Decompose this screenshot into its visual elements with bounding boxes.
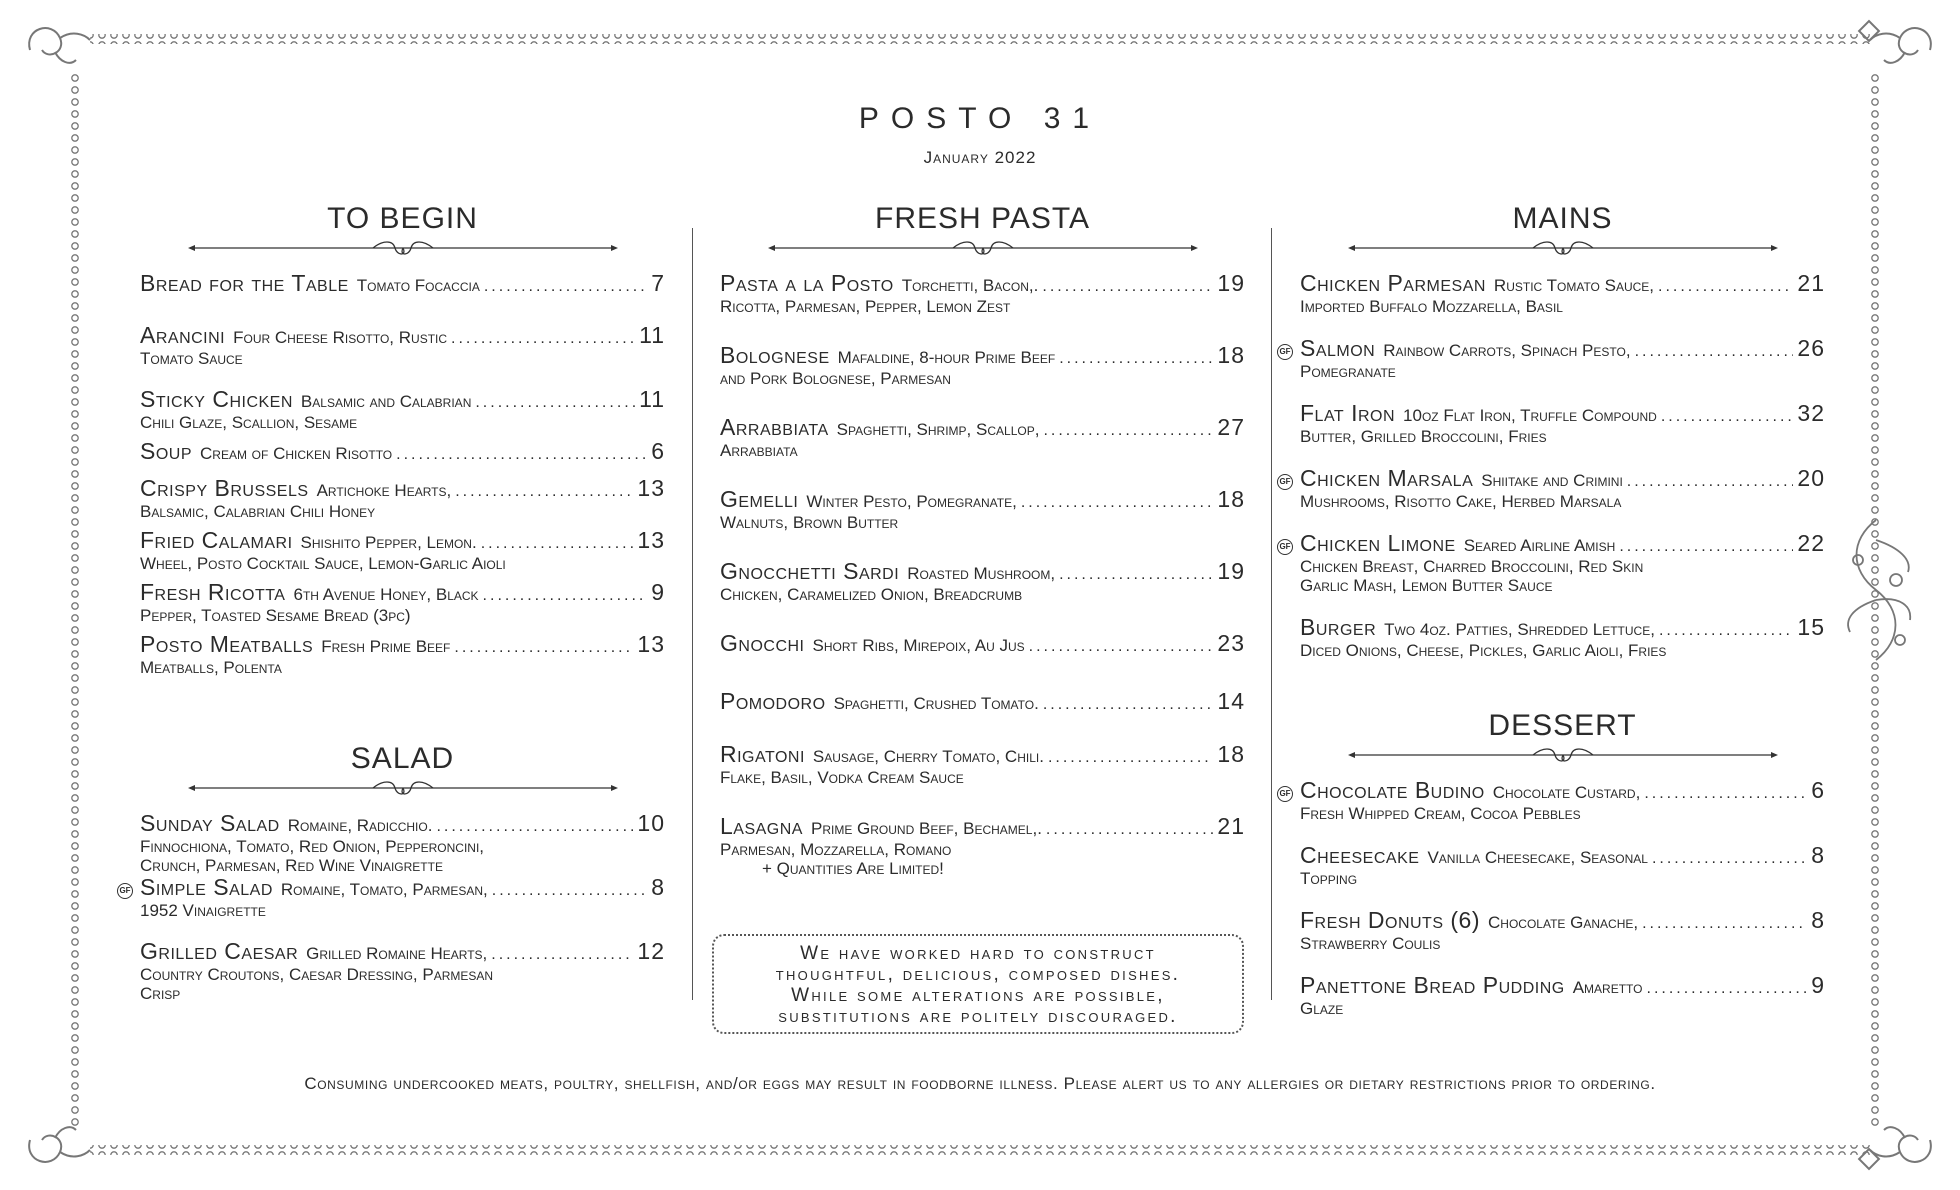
dish-name: Grilled Caesar bbox=[140, 938, 299, 964]
menu-item bbox=[140, 631, 665, 677]
note-line: We have worked hard to construct bbox=[800, 943, 1156, 964]
menu-item bbox=[1300, 270, 1825, 316]
dot-leader bbox=[484, 278, 647, 296]
dish-price: 14 bbox=[1217, 688, 1245, 714]
menu-item bbox=[720, 630, 1245, 657]
dish-description-continued: Mushrooms, Risotto Cake, Herbed Marsala bbox=[1300, 492, 1622, 511]
dish-name: Chicken Parmesan bbox=[1300, 270, 1486, 296]
menu-item-line bbox=[1300, 335, 1825, 362]
dish-name: Chocolate Budino bbox=[1300, 777, 1485, 803]
dot-leader bbox=[1627, 473, 1794, 491]
dot-leader bbox=[1046, 821, 1213, 839]
dish-price: 27 bbox=[1217, 414, 1245, 440]
dish-description-continued: + Quantities Are Limited! bbox=[762, 859, 944, 878]
dish-description: Tomato Focaccia bbox=[356, 276, 480, 295]
dish-description-continued: Wheel, Posto Cocktail Sauce, Lemon-Garlic Aioli bbox=[140, 554, 506, 573]
dish-description: Chocolate Ganache, bbox=[1488, 913, 1639, 932]
dish-description: Romaine, Radicchio. bbox=[287, 816, 433, 835]
dish-description-continued: Crisp bbox=[140, 984, 181, 1003]
dish-price: 9 bbox=[651, 579, 665, 605]
dish-name: Simple Salad bbox=[140, 874, 273, 900]
menu-item-line bbox=[1300, 614, 1825, 641]
dish-price: 13 bbox=[637, 631, 665, 657]
menu-item-line bbox=[1300, 907, 1825, 934]
dish-name: Lasagna bbox=[720, 813, 803, 839]
dish-name: Bolognese bbox=[720, 342, 830, 368]
menu-section bbox=[119, 740, 665, 1003]
menu-item-line bbox=[720, 741, 1245, 768]
dish-description-continued: and Pork Bolognese, Parmesan bbox=[720, 369, 951, 388]
corner-flourish-top-right bbox=[1859, 21, 1931, 63]
dish-description-continued: Butter, Grilled Broccolini, Fries bbox=[1300, 427, 1547, 446]
column-divider bbox=[1271, 228, 1272, 1000]
dish-price: 18 bbox=[1217, 741, 1245, 767]
dish-description-continued: Pepper, Toasted Sesame Bread (3pc) bbox=[140, 606, 411, 625]
dish-name: Bread for the Table bbox=[140, 270, 349, 296]
menu-item-line bbox=[140, 631, 665, 658]
dot-leader bbox=[1644, 785, 1807, 803]
dish-description-continued: Arrabbiata bbox=[720, 441, 798, 460]
menu-item-line bbox=[720, 558, 1245, 585]
section-title: DESSERT bbox=[1488, 709, 1637, 742]
menu-item bbox=[140, 810, 665, 875]
menu-section bbox=[140, 200, 665, 677]
dot-leader bbox=[1021, 494, 1214, 512]
dish-name: Panettone Bread Pudding bbox=[1300, 972, 1565, 998]
dish-name: Gnocchetti Sardi bbox=[720, 558, 900, 584]
section-title: SALAD bbox=[350, 742, 455, 775]
menu-item bbox=[140, 475, 665, 521]
menu-item bbox=[720, 486, 1245, 532]
menu-item-line bbox=[1300, 465, 1825, 492]
menu-item-line bbox=[140, 438, 665, 465]
column-divider bbox=[692, 228, 693, 1000]
menu-item-line bbox=[140, 810, 665, 837]
menu-item-line bbox=[1300, 530, 1825, 557]
dish-description-continued: Meatballs, Polenta bbox=[140, 658, 282, 677]
dish-price: 15 bbox=[1797, 614, 1825, 640]
menu-item-line bbox=[1300, 400, 1825, 427]
dish-description: Mafaldine, 8-hour Prime Beef bbox=[837, 348, 1056, 367]
dish-description-continued: Balsamic, Calabrian Chili Honey bbox=[140, 502, 376, 521]
menu-item bbox=[720, 741, 1245, 787]
dish-price: 26 bbox=[1797, 335, 1825, 361]
dish-description-continued: Finnochiona, Tomato, Red Onion, Pepperoncini, bbox=[140, 837, 484, 856]
dish-description-continued: Chili Glaze, Scallion, Sesame bbox=[140, 413, 358, 432]
menu-item bbox=[140, 438, 665, 465]
menu-date: January 2022 bbox=[923, 148, 1037, 167]
section-divider-ornament bbox=[768, 240, 1198, 256]
dish-description: Two 4oz. Patties, Shredded Lettuce, bbox=[1384, 620, 1655, 639]
dish-price: 8 bbox=[1811, 907, 1825, 933]
gluten-free-icon: GF bbox=[1277, 786, 1293, 802]
dot-leader bbox=[1642, 915, 1807, 933]
menu-item bbox=[1279, 777, 1825, 823]
dish-description: Spaghetti, Crushed Tomato. bbox=[833, 694, 1039, 713]
dish-description-continued: Pomegranate bbox=[1300, 362, 1396, 381]
dish-description: Cream of Chicken Risotto bbox=[200, 444, 393, 463]
menu-item-line bbox=[720, 813, 1245, 840]
menu-item-line bbox=[140, 579, 665, 606]
menu-item-line bbox=[140, 322, 665, 349]
dot-leader bbox=[455, 483, 633, 501]
gluten-free-icon: GF bbox=[1277, 474, 1293, 490]
dish-name: Fresh Ricotta bbox=[140, 579, 286, 605]
section-header bbox=[140, 740, 665, 796]
menu-item bbox=[1300, 842, 1825, 888]
dot-leader bbox=[1042, 278, 1213, 296]
menu-item bbox=[720, 813, 1245, 878]
dish-description: Artichoke Hearts, bbox=[316, 481, 452, 500]
menu-item-line bbox=[140, 270, 665, 297]
dish-description: Four Cheese Risotto, Rustic bbox=[233, 328, 448, 347]
dish-description-continued: Diced Onions, Cheese, Pickles, Garlic Aioli, Fries bbox=[1300, 641, 1667, 660]
menu-section bbox=[1279, 707, 1825, 1018]
dot-leader bbox=[1661, 408, 1794, 426]
side-flourish-right bbox=[1848, 520, 1910, 660]
dot-leader bbox=[436, 818, 633, 836]
section-title: TO BEGIN bbox=[327, 202, 478, 235]
note-line: thoughtful, delicious, composed dishes. bbox=[775, 964, 1181, 985]
section-divider-ornament bbox=[188, 240, 618, 256]
dish-name: Chicken Marsala bbox=[1300, 465, 1474, 491]
dot-leader bbox=[1659, 622, 1793, 640]
dish-description: Spaghetti, Shrimp, Scallop, bbox=[836, 420, 1040, 439]
menu-section bbox=[720, 200, 1245, 878]
dish-name: Crispy Brussels bbox=[140, 475, 309, 501]
section-header bbox=[140, 200, 665, 256]
dish-description: Roasted Mushroom, bbox=[907, 564, 1056, 583]
dot-leader bbox=[491, 946, 633, 964]
dish-name: Burger bbox=[1300, 614, 1377, 640]
dish-price: 12 bbox=[637, 938, 665, 964]
menu-item-line bbox=[720, 486, 1245, 513]
dish-price: 8 bbox=[651, 874, 665, 900]
dish-description: Grilled Romaine Hearts, bbox=[306, 944, 488, 963]
dot-leader bbox=[1619, 538, 1793, 556]
dish-description: Shiitake and Crimini bbox=[1481, 471, 1623, 490]
dish-price: 7 bbox=[651, 270, 665, 296]
dish-price: 32 bbox=[1797, 400, 1825, 426]
dish-name: Fresh Donuts (6) bbox=[1300, 907, 1481, 933]
dish-description: Shishito Pepper, Lemon. bbox=[300, 533, 477, 552]
dot-leader bbox=[1043, 422, 1213, 440]
dish-description-continued: 1952 Vinaigrette bbox=[140, 901, 266, 920]
dish-description-continued: Flake, Basil, Vodka Cream Sauce bbox=[720, 768, 964, 787]
dish-name: Rigatoni bbox=[720, 741, 805, 767]
section-header bbox=[720, 200, 1245, 256]
dish-description-continued: Strawberry Coulis bbox=[1300, 934, 1441, 953]
dot-leader bbox=[483, 587, 648, 605]
menu-item-line bbox=[140, 475, 665, 502]
section-header bbox=[1300, 200, 1825, 256]
dish-price: 18 bbox=[1217, 342, 1245, 368]
dish-description: Amaretto bbox=[1572, 978, 1643, 997]
dish-description-continued: Fresh Whipped Cream, Cocoa Pebbles bbox=[1300, 804, 1581, 823]
menu-item-line bbox=[140, 527, 665, 554]
dish-name: Flat Iron bbox=[1300, 400, 1396, 426]
dish-description: Fresh Prime Beef bbox=[321, 637, 451, 656]
corner-flourish-bottom-left bbox=[29, 1127, 90, 1162]
menu-item-line bbox=[1300, 777, 1825, 804]
dish-name: Fried Calamari bbox=[140, 527, 293, 553]
dish-description-continued: Tomato Sauce bbox=[140, 349, 243, 368]
dot-leader bbox=[475, 394, 635, 412]
note-line: substitutions are politely discouraged. bbox=[778, 1006, 1178, 1027]
dish-description: 10oz Flat Iron, Truffle Compound bbox=[1403, 406, 1657, 425]
menu-item bbox=[140, 527, 665, 573]
menu-item-line bbox=[720, 342, 1245, 369]
menu-item bbox=[720, 558, 1245, 604]
dish-price: 21 bbox=[1217, 813, 1245, 839]
menu-item bbox=[140, 270, 665, 297]
section-header bbox=[1300, 707, 1825, 763]
dish-description: Sausage, Cherry Tomato, Chili. bbox=[812, 747, 1044, 766]
menu-item-line bbox=[140, 938, 665, 965]
section-divider-ornament bbox=[188, 780, 618, 796]
menu-item bbox=[1279, 530, 1825, 595]
dish-price: 10 bbox=[637, 810, 665, 836]
dish-price: 11 bbox=[639, 322, 665, 348]
menu-item-line bbox=[720, 414, 1245, 441]
dish-name: Arancini bbox=[140, 322, 226, 348]
menu-item bbox=[140, 386, 665, 432]
dish-name: Pasta a la Posto bbox=[720, 270, 894, 296]
dish-description-continued: Ricotta, Parmesan, Pepper, Lemon Zest bbox=[720, 297, 1011, 316]
dish-name: Sunday Salad bbox=[140, 810, 280, 836]
dish-description: Rainbow Carrots, Spinach Pesto, bbox=[1383, 341, 1631, 360]
dish-description-continued: Crunch, Parmesan, Red Wine Vinaigrette bbox=[140, 856, 443, 875]
dish-description: Balsamic and Calabrian bbox=[300, 392, 472, 411]
restaurant-name: POSTO 31 bbox=[858, 102, 1102, 135]
menu-item bbox=[1300, 614, 1825, 660]
dish-description-continued: Country Croutons, Caesar Dressing, Parmesan bbox=[140, 965, 494, 984]
section-divider-ornament bbox=[1348, 747, 1778, 763]
menu-item bbox=[140, 579, 665, 625]
dish-description: Short Ribs, Mirepoix, Au Jus bbox=[812, 636, 1025, 655]
dish-description-continued: Walnuts, Brown Butter bbox=[720, 513, 899, 532]
dish-description: Rustic Tomato Sauce, bbox=[1493, 276, 1655, 295]
menu-item bbox=[140, 322, 665, 368]
dish-name: Gnocchi bbox=[720, 630, 805, 656]
dot-leader bbox=[1029, 638, 1214, 656]
dish-name: Sticky Chicken bbox=[140, 386, 293, 412]
dish-description: Seared Airline Amish bbox=[1463, 536, 1616, 555]
section-title: FRESH PASTA bbox=[875, 202, 1090, 235]
dish-name: Chicken Limone bbox=[1300, 530, 1456, 556]
dish-price: 11 bbox=[639, 386, 665, 412]
dish-description: 6th Avenue Honey, Black bbox=[293, 585, 479, 604]
menu-item bbox=[1279, 465, 1825, 511]
dot-leader bbox=[1635, 343, 1794, 361]
menu-item-line bbox=[720, 270, 1245, 297]
note-line: While some alterations are possible, bbox=[791, 985, 1165, 1006]
dish-name: Posto Meatballs bbox=[140, 631, 314, 657]
menu-item-line bbox=[1300, 972, 1825, 999]
dot-leader bbox=[1658, 278, 1793, 296]
substitution-note bbox=[712, 934, 1244, 1034]
gluten-free-icon: GF bbox=[117, 883, 133, 899]
dish-price: 18 bbox=[1217, 486, 1245, 512]
dish-description-continued: Garlic Mash, Lemon Butter Sauce bbox=[1300, 576, 1553, 595]
dish-description: Torchetti, Bacon,. bbox=[901, 276, 1039, 295]
dot-leader bbox=[451, 330, 635, 348]
menu-item bbox=[720, 342, 1245, 388]
dish-price: 21 bbox=[1797, 270, 1825, 296]
menu-item-line bbox=[720, 630, 1245, 657]
dot-leader bbox=[1059, 350, 1213, 368]
menu-item-line bbox=[1300, 270, 1825, 297]
menu-item bbox=[720, 270, 1245, 316]
dish-name: Cheesecake bbox=[1300, 842, 1420, 868]
dish-description-continued: Chicken, Caramelized Onion, Breadcrumb bbox=[720, 585, 1023, 604]
menu-item-line bbox=[720, 688, 1245, 715]
corner-flourish-top-left bbox=[29, 28, 90, 63]
dish-description: Romaine, Tomato, Parmesan, bbox=[280, 880, 488, 899]
dish-price: 19 bbox=[1217, 270, 1245, 296]
dish-price: 23 bbox=[1217, 630, 1245, 656]
menu-section bbox=[1279, 200, 1825, 660]
menu-item bbox=[1300, 907, 1825, 953]
dish-description: Chocolate Custard, bbox=[1492, 783, 1641, 802]
menu-item-line bbox=[140, 874, 665, 901]
dish-price: 6 bbox=[1811, 777, 1825, 803]
dish-description: Vanilla Cheesecake, Seasonal bbox=[1427, 848, 1648, 867]
menu-item bbox=[720, 414, 1245, 460]
menu-item bbox=[1279, 335, 1825, 381]
dish-price: 13 bbox=[637, 475, 665, 501]
dish-price: 19 bbox=[1217, 558, 1245, 584]
dish-name: Pomodoro bbox=[720, 688, 826, 714]
dish-description-continued: Chicken Breast, Charred Broccolini, Red Skin bbox=[1300, 557, 1644, 576]
section-title: MAINS bbox=[1512, 202, 1613, 235]
dot-leader bbox=[1043, 696, 1214, 714]
dot-leader bbox=[1652, 850, 1807, 868]
menu-item bbox=[720, 688, 1245, 715]
dish-name: Salmon bbox=[1300, 335, 1376, 361]
allergy-disclaimer: Consuming undercooked meats, poultry, shellfish, and/or eggs may result in foodborne illness. Please alert us to any allergies or dietary restrictions prior to ordering. bbox=[304, 1074, 1656, 1093]
menu-item bbox=[1300, 400, 1825, 446]
dish-name: Arrabbiata bbox=[720, 414, 829, 440]
menu-item bbox=[119, 874, 665, 920]
dot-leader bbox=[454, 639, 633, 657]
menu-item-line bbox=[1300, 842, 1825, 869]
dot-leader bbox=[396, 446, 647, 464]
dish-description-continued: Glaze bbox=[1300, 999, 1344, 1018]
dish-description-continued: Parmesan, Mozzarella, Romano bbox=[720, 840, 952, 859]
menu-item bbox=[1300, 972, 1825, 1018]
dish-description-continued: Imported Buffalo Mozzarella, Basil bbox=[1300, 297, 1563, 316]
dish-description-continued: Topping bbox=[1300, 869, 1358, 888]
dish-name: Soup bbox=[140, 438, 193, 464]
section-divider-ornament bbox=[1348, 240, 1778, 256]
dish-name: Gemelli bbox=[720, 486, 799, 512]
dish-description: Prime Ground Beef, Bechamel,. bbox=[810, 819, 1042, 838]
corner-flourish-bottom-right bbox=[1859, 1127, 1931, 1169]
dot-leader bbox=[492, 882, 647, 900]
dish-price: 9 bbox=[1811, 972, 1825, 998]
dish-description: Winter Pesto, Pomegranate, bbox=[806, 492, 1017, 511]
gluten-free-icon: GF bbox=[1277, 539, 1293, 555]
dish-price: 8 bbox=[1811, 842, 1825, 868]
dish-price: 6 bbox=[651, 438, 665, 464]
dot-leader bbox=[1048, 749, 1213, 767]
dish-price: 22 bbox=[1797, 530, 1825, 556]
dot-leader bbox=[1059, 566, 1213, 584]
menu-item bbox=[140, 938, 665, 1003]
menu-item-line bbox=[140, 386, 665, 413]
gluten-free-icon: GF bbox=[1277, 344, 1293, 360]
dish-price: 20 bbox=[1797, 465, 1825, 491]
dot-leader bbox=[1647, 980, 1808, 998]
dish-price: 13 bbox=[637, 527, 665, 553]
dot-leader bbox=[481, 535, 634, 553]
